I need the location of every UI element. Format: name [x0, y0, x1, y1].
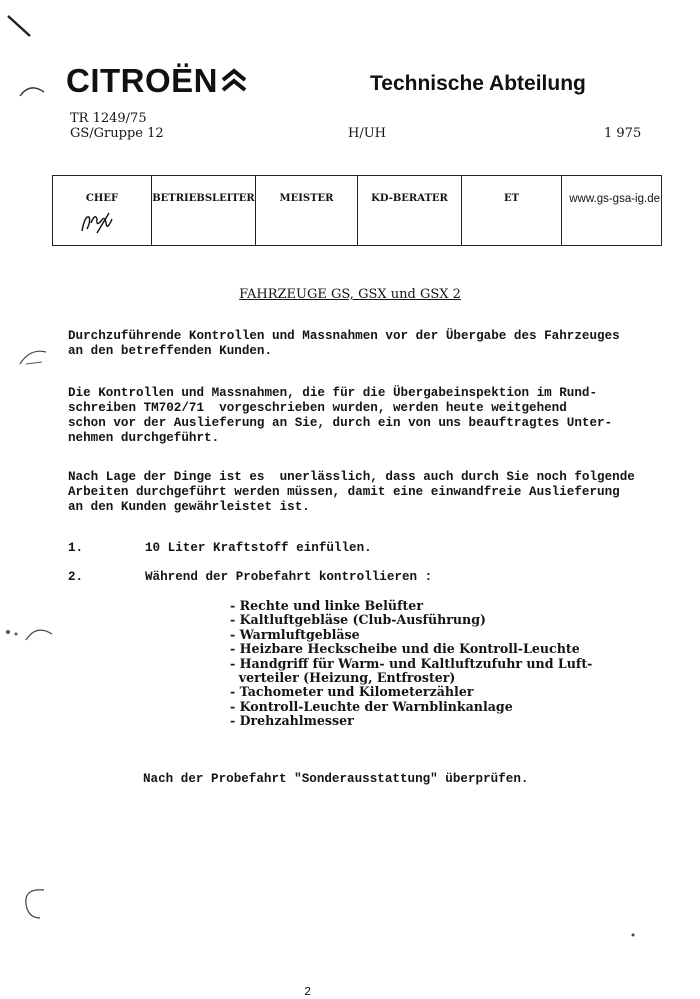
- reference-tr: TR 1249/75: [70, 111, 147, 126]
- inspection-paragraph: [68, 386, 678, 446]
- brand-name: CITROËN: [66, 62, 218, 99]
- closing-instruction: Nach der Probefahrt "Sonderausstattung" überprüfen.: [143, 772, 529, 786]
- routing-cell-et: [462, 176, 562, 246]
- double-chevron-icon: [221, 68, 247, 94]
- check-list: [230, 599, 592, 729]
- routing-cell-chef: [53, 176, 152, 246]
- department-title: Technische Abteilung: [370, 72, 586, 95]
- page-number: 2: [304, 985, 312, 999]
- citroen-logo: [66, 62, 247, 100]
- list-item: - Handgriff für Warm- und Kaltluftzufuhr und Luft-: [230, 655, 593, 671]
- list-item: - Tachometer und Kilometerzähler: [230, 684, 474, 700]
- list-item: - Warmluftgebläse: [230, 626, 360, 642]
- margin-arc-icon: [16, 344, 50, 368]
- document-title: FAHRZEUGE GS, GSX und GSX 2: [239, 287, 461, 302]
- text-line: nehmen durchgeführt.: [68, 431, 220, 445]
- text-line: schon vor der Auslieferung an Sie, durch ein von uns beauftragtes Unter-: [68, 416, 613, 430]
- margin-arc-icon: [16, 884, 50, 922]
- step-number: 1.: [68, 541, 84, 555]
- reference-initials: H/UH: [348, 126, 387, 141]
- routing-label: BETRIEBSLEITER: [152, 193, 255, 204]
- margin-arc-icon: [18, 80, 48, 100]
- website-label: www.gs-gsa-ig.de: [569, 193, 660, 205]
- document-year: 1 975: [604, 126, 642, 141]
- routing-label: KD-BERATER: [371, 193, 448, 204]
- text-line: schreiben TM702/71 vorgeschrieben wurden, werden heute weitgehend: [68, 401, 567, 415]
- scan-mark-icon: [6, 14, 34, 40]
- routing-label: MEISTER: [279, 193, 334, 204]
- text-line: an den betreffenden Kunden.: [68, 344, 273, 358]
- intro-paragraph: [68, 329, 678, 359]
- list-item: - Kontroll-Leuchte der Warnblinkanlage: [230, 698, 513, 714]
- routing-cell-meister: [256, 176, 358, 246]
- list-item: - Heizbare Heckscheibe und die Kontroll-Leuchte: [230, 641, 580, 657]
- routing-cell-website: [562, 176, 662, 246]
- margin-arc-icon: [0, 620, 56, 644]
- margin-dot-icon: [628, 930, 638, 940]
- routing-cell-betriebsleiter: [152, 176, 256, 246]
- routing-table: [52, 175, 662, 246]
- routing-label: CHEF: [85, 193, 119, 204]
- list-item: verteiler (Heizung, Entfroster): [230, 670, 456, 686]
- text-line: Nach Lage der Dinge ist es unerlässlich, dass auch durch Sie noch folgende: [68, 470, 635, 484]
- step-text: Während der Probefahrt kontrollieren :: [145, 570, 433, 584]
- reference-group: GS/Gruppe 12: [70, 126, 164, 141]
- routing-label: ET: [503, 193, 520, 204]
- list-item: - Kaltluftgebläse (Club-Ausführung): [230, 612, 486, 628]
- step-text: 10 Liter Kraftstoff einfüllen.: [145, 541, 372, 555]
- list-item: - Rechte und linke Belüfter: [230, 598, 423, 613]
- list-item: - Drehzahlmesser: [230, 713, 354, 729]
- text-line: Durchzuführende Kontrollen und Massnahmen vor der Übergabe des Fahrzeuges: [68, 329, 620, 343]
- step-number: 2.: [68, 570, 84, 584]
- handwritten-signature-icon: [79, 209, 115, 237]
- requirement-paragraph: [68, 470, 678, 515]
- text-line: Arbeiten durchgeführt werden müssen, damit eine einwandfreie Auslieferung: [68, 485, 620, 499]
- text-line: an den Kunden gewährleistet ist.: [68, 500, 310, 514]
- text-line: Die Kontrollen und Massnahmen, die für die Übergabeinspektion im Rund-: [68, 386, 598, 400]
- routing-cell-kd-berater: [358, 176, 462, 246]
